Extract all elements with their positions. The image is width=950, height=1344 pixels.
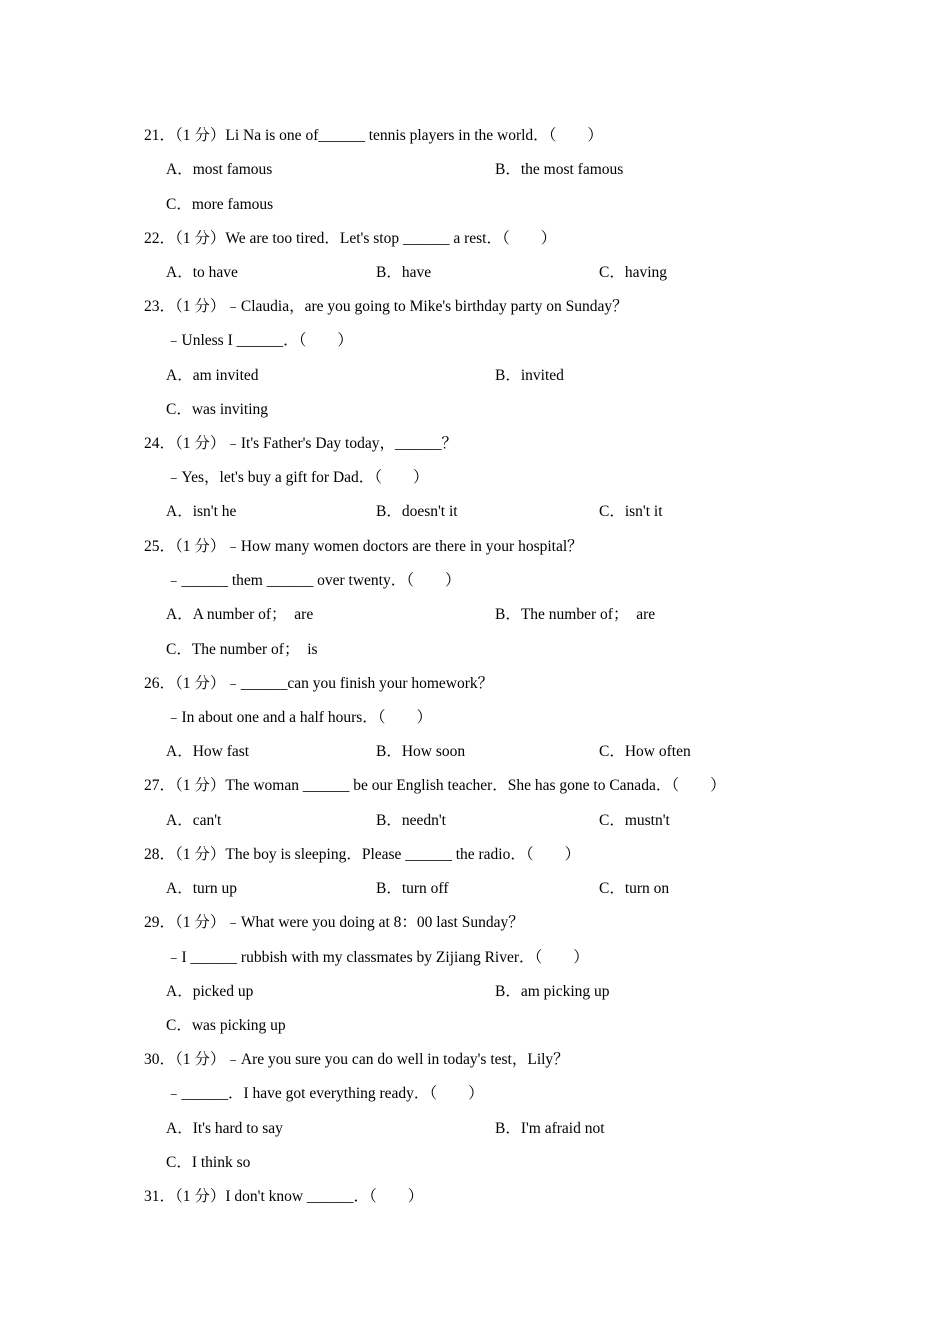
question-30-stem: 30．（1 分）﹣Are you sure you can do well in today's test，Lily？ [144,1051,569,1068]
question-29-option-c: C．was picking up [166,1017,286,1034]
question-25-stem: 25．（1 分）﹣How many women doctors are there in your hospital？ [144,538,583,555]
question-25-option-a: A．A number of； are [166,606,314,623]
question-25-option-b: B．The number of； are [495,606,656,623]
question-23-stem: 23．（1 分）﹣Claudia，are you going to Mike's birthday party on Sunday？ [144,298,628,315]
question-23-option-a: A．am invited [166,367,259,384]
question-26-option-a: A．How fast [166,743,250,760]
question-28-option-c: C．turn on [599,880,670,897]
question-29-option-a: A．picked up [166,983,254,1000]
question-30-option-a: A．It's hard to say [166,1120,283,1137]
question-24-option-a: A．isn't he [166,503,237,520]
question-27-option-b: B．needn't [376,812,446,829]
question-27-option-a: A．can't [166,812,222,829]
question-28-option-a: A．turn up [166,880,238,897]
question-27-stem: 27．（1 分）The woman ______ be our English teacher．She has gone to Canada．（ ） [144,777,726,794]
question-30-option-c: C．I think so [166,1154,251,1171]
question-26-stem: 26．（1 分）﹣______can you finish your homework？ [144,675,494,692]
question-21-option-a: A．most famous [166,161,273,178]
question-22-option-b: B．have [376,264,432,281]
question-31-stem: 31．（1 分）I don't know ______．（ ） [144,1188,424,1205]
question-30-sub: ﹣______．I have got everything ready．（ ） [166,1085,484,1102]
question-28-stem: 28．（1 分）The boy is sleeping．Please ______ the radio．（ ） [144,846,581,863]
question-24-sub: ﹣Yes，let's buy a gift for Dad．（ ） [166,469,429,486]
question-29-stem: 29．（1 分）﹣What were you doing at 8：00 last Sunday？ [144,914,524,931]
question-24-stem: 24．（1 分）﹣It's Father's Day today，______？ [144,435,457,452]
question-22-option-c: C．having [599,264,668,281]
question-21-option-b: B．the most famous [495,161,624,178]
question-25-option-c: C．The number of； is [166,641,318,658]
question-30-option-b: B．I'm afraid not [495,1120,605,1137]
question-29-sub: ﹣I ______ rubbish with my classmates by Zijiang River．（ ） [166,949,589,966]
question-27-option-c: C．mustn't [599,812,670,829]
question-26-sub: ﹣In about one and a half hours．（ ） [166,709,433,726]
question-29-option-b: B．am picking up [495,983,610,1000]
question-23-option-b: B．invited [495,367,564,384]
question-24-option-c: C．isn't it [599,503,663,520]
question-28-option-b: B．turn off [376,880,449,897]
question-23-option-c: C．was inviting [166,401,269,418]
question-21-option-c: C．more famous [166,196,274,213]
question-23-sub: ﹣Unless I ______．（ ） [166,332,353,349]
question-25-sub: ﹣______ them ______ over twenty．（ ） [166,572,461,589]
question-24-option-b: B．doesn't it [376,503,458,520]
question-26-option-b: B．How soon [376,743,466,760]
question-21-stem: 21．（1 分）Li Na is one of______ tennis players in the world．（ ） [144,127,603,144]
question-22-option-a: A．to have [166,264,238,281]
question-22-stem: 22．（1 分）We are too tired．Let's stop ______ a rest．（ ） [144,230,557,247]
question-26-option-c: C．How often [599,743,691,760]
